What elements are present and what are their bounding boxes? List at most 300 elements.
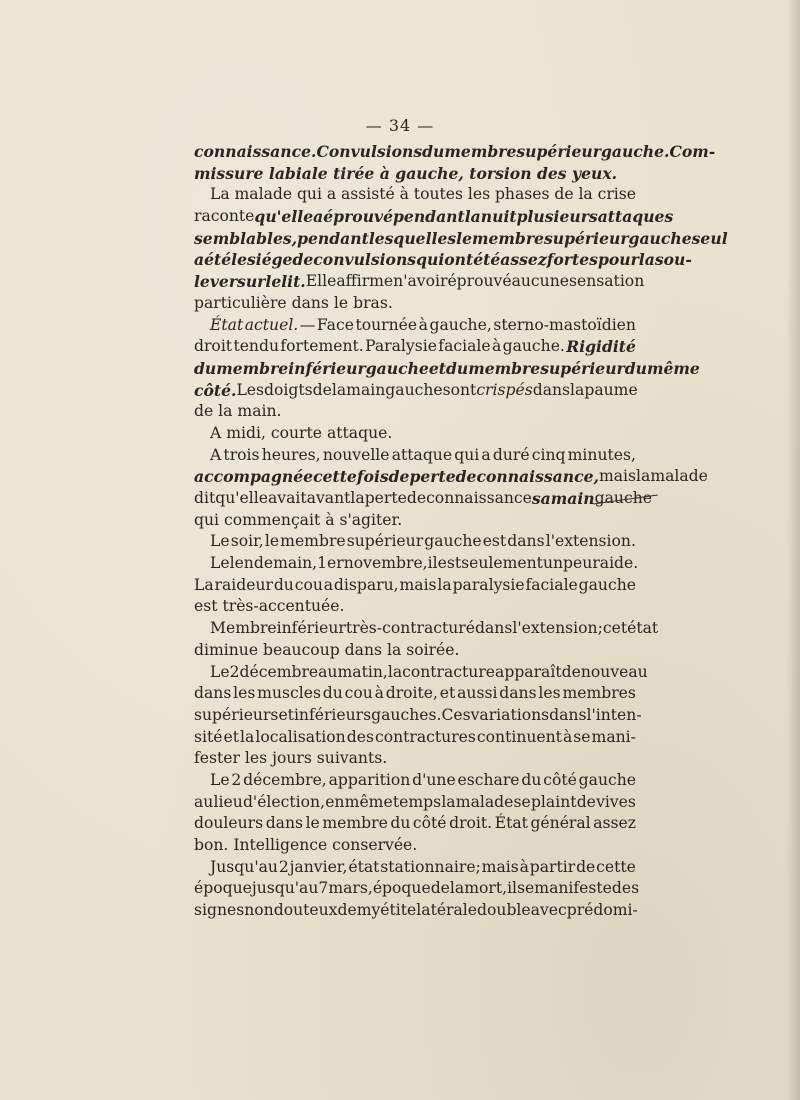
text-word: accompagnée (194, 467, 314, 487)
text-word: cette (313, 467, 357, 487)
text-word: un (542, 554, 564, 573)
text-word: fester (194, 749, 245, 768)
text-word: missure (194, 163, 269, 183)
text-word: gauche (578, 575, 636, 594)
text-word: jours (272, 749, 317, 768)
text-word: du (422, 142, 445, 161)
text-word: cinq (531, 445, 566, 464)
text-word: peu (563, 554, 593, 573)
text-word: tendu (233, 337, 280, 356)
text-word: est (194, 597, 223, 616)
text-word: au (194, 792, 214, 811)
text-word: connaissance. (194, 142, 317, 161)
text-word: attaque. (326, 423, 393, 442)
text-word: signes (194, 901, 245, 920)
text-line (194, 249, 692, 271)
text-word: pour (597, 250, 639, 270)
text-word: la (218, 402, 238, 421)
text-word: qui (194, 510, 224, 529)
text-word: avait (268, 489, 307, 507)
text-word: décembre (239, 662, 319, 681)
text-word: très-contracturé (345, 619, 475, 638)
text-line (194, 358, 700, 380)
text-word: il (507, 879, 518, 898)
text-word: époque (372, 879, 431, 898)
text-word: novembre, (343, 554, 428, 573)
text-word: vives (596, 792, 636, 811)
text-line (194, 727, 636, 749)
text-word: diminue (194, 640, 264, 659)
text-word: très-accentuée. (222, 597, 345, 616)
text-word: la (464, 207, 481, 227)
text-word: gauches. (371, 705, 442, 724)
text-word: Jusqu'au (210, 857, 278, 876)
text-word: de (388, 467, 410, 487)
text-word: double (477, 901, 531, 920)
text-word: de (576, 857, 596, 876)
text-word: connaissance, (476, 467, 599, 487)
text-word: de (312, 380, 332, 399)
text-word: général (530, 814, 591, 833)
text-word: plaint (530, 792, 577, 811)
text-word: contractures (374, 727, 476, 746)
text-word: le (305, 814, 320, 833)
text-word: trois (223, 445, 260, 464)
text-word: dans (507, 532, 545, 551)
text-word: ont (444, 250, 474, 270)
text-word: soir, (230, 532, 264, 551)
text-word: latérale (416, 901, 478, 920)
text-word: et (428, 358, 446, 378)
text-word: gauche (365, 358, 429, 378)
text-line (194, 835, 636, 857)
text-word: crise (597, 185, 636, 204)
text-line (194, 510, 636, 532)
text-line (194, 900, 636, 922)
text-word: même (647, 358, 700, 378)
text-word: Les (236, 380, 265, 399)
text-line (194, 315, 636, 337)
page-edge-shadow (786, 0, 800, 1100)
text-word: partir (529, 857, 576, 876)
text-word: minutes, (567, 445, 636, 464)
text-word: courte (270, 423, 327, 442)
text-word: à (562, 727, 573, 746)
text-word: le (231, 250, 248, 270)
text-word: connaissance (426, 489, 532, 507)
text-word: dit (194, 489, 216, 507)
text-word: se (517, 879, 535, 898)
text-word: Elle (305, 272, 337, 291)
text-word: sou- (654, 250, 692, 270)
text-word: sur (237, 272, 266, 292)
text-word: sité (194, 727, 223, 746)
text-word: la (387, 662, 403, 681)
text-word: nouveau (580, 662, 648, 681)
text-word: Com- (669, 142, 716, 161)
text-word: se (513, 792, 531, 811)
text-word: les (538, 684, 561, 703)
text-word: siége (247, 250, 293, 270)
text-word: qui (454, 445, 480, 464)
text-word: du (273, 575, 294, 594)
text-word: du (521, 770, 542, 789)
text-word: assez (500, 250, 547, 270)
text-word: qu'elle (254, 207, 314, 227)
text-word: 2 (229, 662, 240, 681)
text-word: qui (296, 185, 322, 204)
page-number: — 34 — (365, 116, 435, 135)
text-word: cou (294, 575, 323, 594)
text-word: dans (344, 640, 387, 659)
text-word: état (348, 857, 380, 876)
text-word: tirée (333, 163, 380, 183)
text-word: variations (470, 705, 550, 724)
text-word: cette (596, 857, 636, 876)
text-word: mais (598, 467, 637, 486)
text-word: mort, (464, 879, 508, 898)
text-word: sterno-mastoïdien (493, 315, 636, 334)
text-word: duré (492, 445, 530, 464)
text-word: de (337, 901, 357, 920)
text-word: torsion (469, 163, 537, 183)
text-word: jusqu'au (251, 879, 319, 898)
text-word: état (627, 619, 659, 638)
text-line (194, 380, 636, 402)
text-line (194, 293, 636, 315)
text-word: nuit (480, 207, 517, 227)
text-word: assisté (340, 185, 395, 204)
text-word: tournée (355, 315, 418, 334)
text-word: la (240, 727, 255, 746)
text-word: supérieur (540, 358, 625, 378)
text-word: dans (194, 684, 232, 703)
text-word: des (346, 727, 374, 746)
text-word: d'une (412, 770, 456, 789)
text-word: raideur (214, 575, 273, 594)
text-line (194, 488, 652, 510)
text-word: Le (210, 532, 230, 551)
text-word: droit (194, 337, 233, 356)
text-word: dans (265, 814, 304, 833)
text-word: beaucoup (263, 640, 345, 659)
text-word: d'élection, (242, 792, 326, 811)
text-word: temps (392, 792, 442, 811)
text-word: et (278, 705, 294, 724)
text-word: membre (216, 358, 289, 378)
text-word: doigts (264, 380, 313, 399)
text-word: faciale (438, 337, 491, 356)
text-word: les (233, 684, 256, 703)
text-word: la (578, 185, 593, 204)
text-word: le (333, 293, 354, 312)
text-word: membre (468, 358, 541, 378)
text-word: bras. (353, 293, 393, 312)
text-word: La (210, 185, 230, 204)
text-word: État (494, 814, 528, 833)
text-word: supérieurs (194, 705, 279, 724)
text-word: époque (194, 879, 252, 898)
text-word: suivants. (316, 749, 388, 768)
text-line (194, 553, 639, 575)
text-word: la (441, 792, 456, 811)
text-word: dans (291, 293, 334, 312)
text-word: du (624, 358, 647, 378)
text-word: aussi (457, 684, 498, 703)
text-word: 2 (278, 857, 289, 876)
text-word: eschare (457, 770, 520, 789)
text-word: faciale (525, 575, 578, 594)
text-line (194, 271, 645, 293)
text-word: droit. (449, 814, 493, 833)
text-word: avant (306, 489, 351, 507)
text-word: a (323, 575, 334, 594)
text-word: malade (234, 185, 293, 204)
text-word: des (611, 879, 640, 898)
text-word: à (379, 163, 396, 183)
text-word: a (194, 250, 205, 270)
text-word: été (204, 250, 232, 270)
body-text (194, 141, 728, 922)
text-word: janvier, (289, 857, 348, 876)
text-word: fortes (546, 250, 598, 270)
text-word: État (210, 315, 244, 334)
text-word: n'avoir (393, 272, 448, 291)
text-word: inférieur (288, 358, 366, 378)
text-word: raconte (194, 207, 255, 226)
text-word: labiale (268, 163, 334, 183)
text-line (194, 423, 636, 445)
text-word: au (318, 662, 338, 681)
text-word: lieu (213, 792, 243, 811)
text-word: du (322, 684, 343, 703)
text-word: à (519, 857, 529, 876)
text-word: supérieur (516, 142, 601, 161)
text-line (194, 878, 640, 900)
text-word: l'extension (512, 619, 598, 638)
text-word: membre (280, 532, 346, 551)
text-word: lesquelles (368, 228, 457, 248)
text-word: décembre, (243, 770, 327, 789)
text-word: à (399, 185, 409, 204)
text-word: plusieurs (516, 207, 598, 227)
text-line (194, 445, 636, 467)
text-word: qu'elle (215, 489, 268, 507)
text-word: Ces (441, 705, 471, 724)
text-word: paralysie (452, 575, 525, 594)
text-word: l'inten- (586, 705, 642, 724)
text-word: la (570, 380, 585, 399)
text-word: matin, (337, 662, 388, 681)
text-line (194, 206, 674, 228)
text-line (194, 596, 636, 618)
text-word: heures, (261, 445, 321, 464)
text-word: affirme (336, 272, 394, 291)
text-word: Membre (210, 619, 277, 638)
text-word: gauche, (395, 163, 470, 183)
text-line (194, 683, 636, 705)
text-word: le (264, 532, 280, 551)
text-word: — (299, 315, 316, 334)
text-word: cet (602, 619, 628, 638)
text-word: à (418, 315, 428, 334)
text-word: soirée. (406, 640, 460, 659)
text-word: lever (194, 272, 238, 292)
text-word: Convulsions (316, 142, 423, 161)
text-word: supérieur (346, 532, 424, 551)
text-line (194, 813, 636, 835)
text-word: disparu, (333, 575, 399, 594)
text-word: membre (472, 228, 544, 248)
text-word: gauche, (429, 315, 492, 334)
text-word: yeux. (572, 163, 618, 183)
text-word: douteux (273, 901, 338, 920)
text-word: seulement (461, 554, 543, 573)
text-word: à (325, 510, 340, 529)
text-word: main. (237, 402, 282, 421)
text-word: gauche (385, 380, 443, 399)
text-line (194, 184, 636, 206)
text-word: raide. (592, 554, 639, 573)
text-word: gauche (424, 532, 482, 551)
text-word: côté (412, 814, 447, 833)
text-word: côté. (194, 380, 237, 400)
text-word: gauche (628, 228, 692, 248)
text-word: 7 (318, 879, 329, 898)
text-word: sont (442, 380, 477, 399)
text-word: dans (549, 705, 587, 724)
text-word: a (313, 207, 324, 227)
text-word: malade (650, 467, 708, 486)
text-word: membres (562, 684, 636, 703)
text-word: gauche (578, 770, 636, 789)
text-line (194, 705, 642, 727)
text-word: le (456, 228, 473, 248)
text-word: se (573, 727, 591, 746)
text-word: dans (532, 380, 571, 399)
text-word: été (473, 250, 501, 270)
text-word: apparition (328, 770, 411, 789)
text-word: continuent (476, 727, 562, 746)
text-word: muscles (257, 684, 321, 703)
text-word: inférieurs (293, 705, 372, 724)
text-word: de (455, 467, 477, 487)
text-word: de (194, 402, 219, 421)
text-word: gauche. (600, 142, 670, 161)
text-word: dans (499, 684, 537, 703)
text-word: Face (316, 315, 354, 334)
text-word: la (386, 640, 407, 659)
text-word: la (350, 489, 365, 507)
text-word: semblables, (194, 228, 298, 248)
text-word: 2 (231, 770, 242, 789)
text-word: ; (597, 619, 603, 638)
text-word: membre (322, 814, 388, 833)
text-line (194, 618, 659, 640)
text-word: actuel. (244, 315, 299, 334)
text-word: 1er (317, 554, 344, 573)
text-word: de (292, 250, 314, 270)
text-word: Intelligence (233, 836, 333, 854)
text-word: crispés (476, 380, 533, 399)
text-word: il (427, 554, 438, 573)
text-word: lit. (281, 272, 306, 292)
text-word: Le (210, 554, 230, 573)
text-line (194, 857, 636, 879)
text-word: mars, (328, 879, 373, 898)
text-word: prédomi- (566, 901, 638, 920)
text-word: la (449, 879, 465, 898)
text-word: A (210, 423, 227, 442)
text-word: qui (416, 250, 445, 270)
text-word: Paralysie (365, 337, 437, 356)
text-word: de (554, 185, 574, 204)
text-word: la (437, 575, 452, 594)
text-word: en (325, 792, 345, 811)
text-line (194, 748, 636, 770)
text-word: commençait (223, 510, 326, 529)
text-word: midi, (226, 423, 271, 442)
text-word: à (491, 337, 502, 356)
text-word: avec (530, 901, 567, 920)
text-line (194, 141, 716, 163)
text-word: droite, (385, 684, 438, 703)
text-word: cou (344, 684, 373, 703)
text-line (194, 662, 648, 684)
text-word: fois (356, 467, 389, 487)
text-word: Le (210, 662, 230, 681)
text-word: des (536, 163, 573, 183)
text-word: côté (543, 770, 577, 789)
text-word: éprouvé (447, 272, 512, 291)
text-word: toutes (413, 185, 463, 204)
text-word: le (265, 272, 282, 292)
text-word: la (331, 380, 347, 399)
text-word: aucune (511, 272, 569, 291)
text-word: douleurs (194, 814, 264, 833)
text-word: fortement. (280, 337, 364, 356)
text-word: de (430, 879, 450, 898)
text-word: supérieur (543, 228, 629, 248)
text-word: main (346, 380, 386, 399)
text-word: est (482, 532, 507, 551)
text-word: nouvelle (322, 445, 390, 464)
text-word: à (374, 684, 384, 703)
text-word: conservée. (332, 836, 418, 854)
text-line (194, 401, 636, 423)
text-word: A (210, 445, 222, 464)
text-word: gauche. (502, 337, 565, 356)
text-line (194, 531, 636, 553)
text-word: a (481, 445, 491, 464)
text-word: seul (691, 228, 728, 248)
text-word: convulsions (313, 250, 417, 270)
text-line (194, 792, 636, 814)
text-word: la (636, 467, 651, 486)
text-word: mais (399, 575, 437, 594)
text-word: bon. (194, 836, 234, 854)
text-word: membre (444, 142, 517, 161)
text-word: du (445, 358, 469, 378)
text-word: Rigidité (566, 337, 636, 357)
text-word: localisation (255, 727, 346, 746)
text-word: particulière (194, 293, 292, 312)
text-word: sa (531, 489, 551, 508)
text-line (194, 575, 636, 597)
text-word: les (467, 185, 491, 204)
text-word: attaque (391, 445, 453, 464)
text-word: stationnaire; (380, 857, 481, 876)
